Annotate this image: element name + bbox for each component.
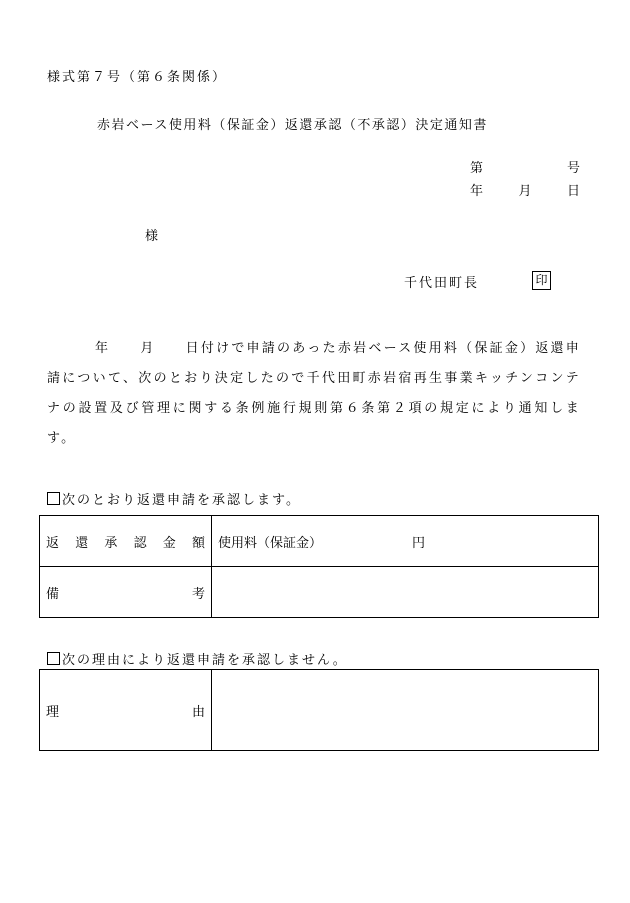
reason-label-cell: [40, 670, 212, 751]
document-title: 赤岩ベース使用料（保証金）返還承認（不承認）決定通知書: [97, 118, 488, 133]
rejection-label: 次の理由により返還申請を承認しません。: [62, 653, 348, 668]
seal-stamp: 印: [532, 271, 551, 290]
remarks-value-cell[interactable]: [212, 567, 599, 618]
amount-unit: 円: [412, 535, 426, 551]
body-text: 日付けで申請のあった赤岩ベース使用料（保証金）返還申請について、次のとおり決定したので千代田町赤岩宿再生事業キッチンコンテナの設置及び管理に関する条例施行規則第６条第２項の規定により通知します。: [47, 341, 581, 446]
label-char: 備: [46, 586, 60, 602]
date-day: 日: [566, 184, 580, 199]
approval-label: 次のとおり返還申請を承認します。: [62, 493, 301, 508]
table-row: [40, 567, 599, 618]
label-char: 承: [104, 535, 118, 551]
remarks-label: [46, 583, 205, 602]
rejection-option[interactable]: [47, 649, 348, 668]
form-number: 様式第７号（第６条関係）: [47, 70, 228, 85]
label-char: 由: [191, 704, 205, 720]
label-char: 認: [133, 535, 147, 551]
remarks-label-cell: [40, 567, 212, 618]
rejection-checkbox[interactable]: [47, 652, 60, 665]
date-month: 月: [518, 184, 532, 199]
label-char: 考: [191, 586, 205, 602]
label-char: 還: [75, 535, 89, 551]
amount-label: [46, 532, 205, 551]
date-year: 年: [470, 184, 484, 199]
sender-name: 千代田町長: [404, 276, 480, 291]
body-paragraph: [47, 334, 581, 454]
approval-checkbox[interactable]: [47, 492, 60, 505]
approval-option[interactable]: [47, 489, 301, 508]
amount-prefix: 使用料（保証金）: [218, 535, 323, 551]
label-char: 理: [46, 704, 60, 720]
number-prefix: 第: [470, 161, 484, 176]
reason-label: [46, 701, 205, 720]
table-row: [40, 516, 599, 567]
amount-value-cell[interactable]: [212, 516, 599, 567]
label-char: 返: [46, 535, 60, 551]
body-month: 月: [140, 341, 156, 356]
table-row: [40, 670, 599, 751]
amount-label-cell: [40, 516, 212, 567]
document-number-line: [470, 157, 580, 176]
approval-table: [39, 515, 599, 618]
rejection-table: [39, 669, 599, 751]
reason-value-cell[interactable]: [212, 670, 599, 751]
label-char: 額: [191, 535, 205, 551]
label-char: 金: [162, 535, 176, 551]
body-year: 年: [95, 341, 111, 356]
document-date-line: [470, 180, 580, 199]
number-suffix: 号: [566, 161, 580, 176]
addressee: 様: [145, 229, 161, 244]
